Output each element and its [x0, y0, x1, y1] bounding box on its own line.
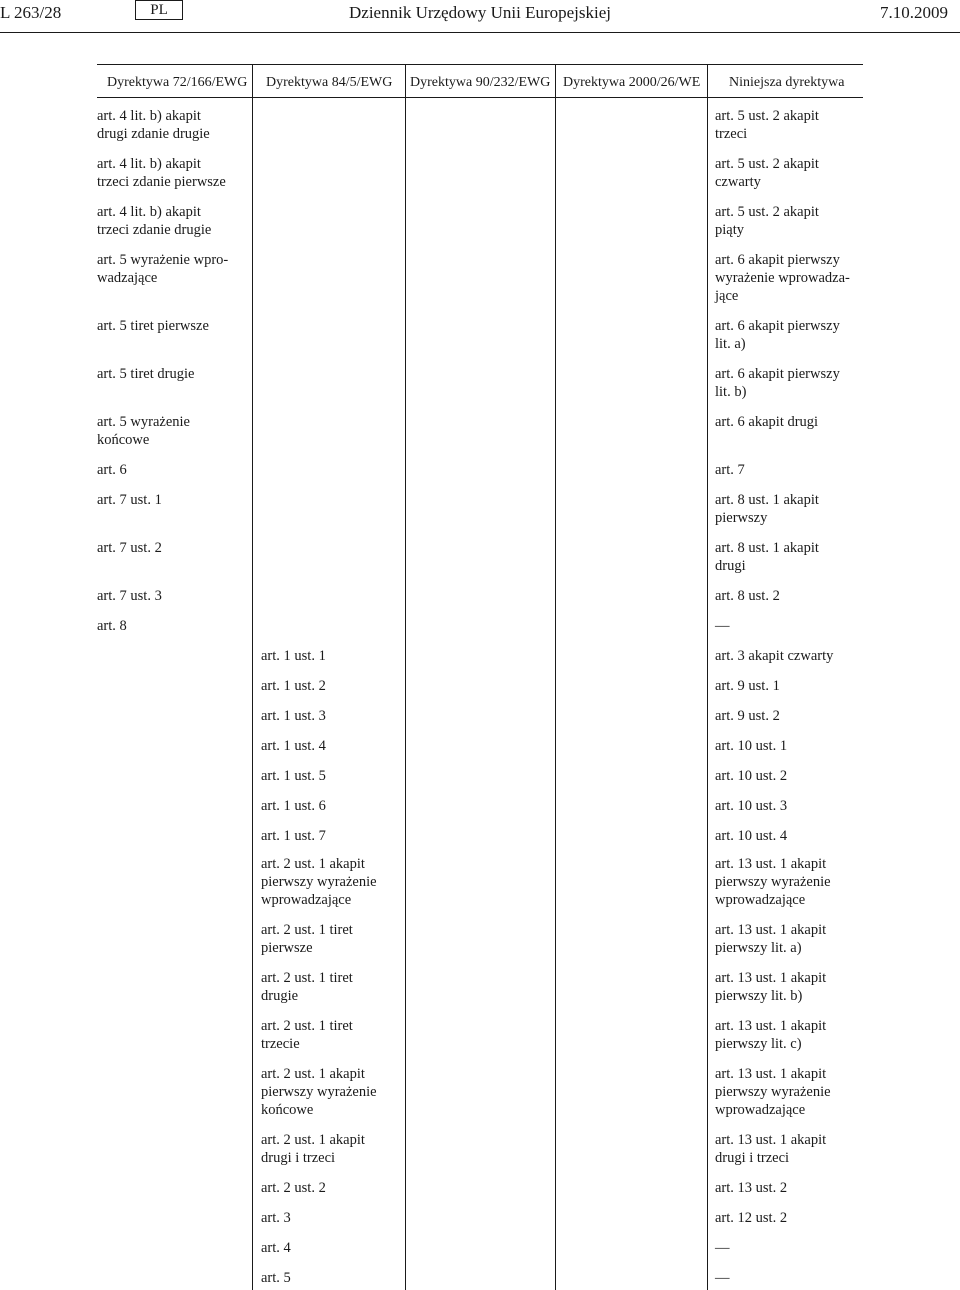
table-cell [261, 767, 326, 785]
cell-line: art. 4 lit. b) akapit [97, 204, 201, 220]
table-cell [715, 1239, 730, 1257]
cell-line: drugi [715, 558, 746, 574]
cell-line: art. 10 ust. 2 [715, 768, 788, 784]
cell-line: art. 5 tiret pierwsze [97, 318, 209, 334]
cell-line: art. 8 ust. 2 [715, 588, 780, 604]
table-cell [715, 317, 840, 353]
table-cell [261, 707, 326, 725]
table-cell [715, 1269, 730, 1287]
cell-line: wprowadzające [715, 1102, 806, 1118]
table-cell [715, 647, 833, 665]
table-cell [715, 107, 819, 143]
table-cell [261, 827, 326, 845]
cell-line: art. 8 ust. 1 akapit [715, 540, 819, 556]
table-cell [715, 767, 787, 785]
table-cell [261, 737, 326, 755]
cell-line: art. 5 [261, 1270, 291, 1286]
cell-line: wadzające [97, 270, 158, 286]
page-reference: L 263/28 [0, 3, 62, 22]
table-cell [261, 855, 377, 909]
cell-line: art. 5 ust. 2 akapit [715, 204, 819, 220]
column-divider [252, 64, 253, 1290]
cell-line: pierwszy [715, 510, 768, 526]
cell-line: art. 4 lit. b) akapit [97, 156, 201, 172]
cell-line: art. 6 [97, 462, 127, 478]
table-cell [715, 797, 787, 815]
table-cell [261, 1017, 353, 1053]
cell-line: lit. a) [715, 336, 746, 352]
table-cell [261, 1179, 326, 1197]
cell-line: drugi zdanie drugie [97, 126, 210, 142]
table-cell [261, 1131, 365, 1167]
cell-line: art. 10 ust. 3 [715, 798, 788, 814]
cell-line: pierwszy lit. b) [715, 988, 803, 1004]
cell-line: wprowadzające [715, 892, 806, 908]
table-cell [97, 587, 162, 605]
cell-line: art. 6 akapit pierwszy [715, 318, 840, 334]
cell-line: drugi i trzeci [715, 1150, 790, 1166]
column-divider [405, 64, 406, 1290]
table-cell [261, 797, 326, 815]
cell-line: art. 13 ust. 2 [715, 1180, 788, 1196]
table-cell [261, 1269, 291, 1287]
cell-line: art. 1 ust. 6 [261, 798, 326, 814]
cell-line: pierwszy lit. c) [715, 1036, 802, 1052]
table-cell [715, 365, 840, 401]
cell-line: art. 6 akapit drugi [715, 414, 819, 430]
cell-line: jące [715, 288, 739, 304]
table-cell [261, 677, 326, 695]
publication-date: 7.10.2009 [880, 3, 948, 22]
column-header-2000-26: Dyrektywa 2000/26/WE [563, 75, 701, 90]
cell-line: art. 2 ust. 1 akapit [261, 1132, 365, 1148]
cell-line: trzecie [261, 1036, 300, 1052]
cell-line: art. 7 ust. 2 [97, 540, 162, 556]
language-badge: PL [135, 0, 183, 20]
column-divider [555, 64, 556, 1290]
cell-line: art. 13 ust. 1 akapit [715, 1132, 827, 1148]
cell-line: art. 1 ust. 7 [261, 828, 326, 844]
table-cell [97, 251, 228, 287]
cell-line: art. 8 [97, 618, 127, 634]
cell-line: art. 1 ust. 5 [261, 768, 326, 784]
cell-line: art. 4 [261, 1240, 291, 1256]
table-cell [261, 1209, 291, 1227]
table-cell [715, 1179, 787, 1197]
table-cell [715, 855, 831, 909]
table-cell [97, 491, 162, 509]
cell-line: piąty [715, 222, 744, 238]
table-cell [261, 969, 353, 1005]
cell-line: art. 4 lit. b) akapit [97, 108, 201, 124]
cell-line: art. 2 ust. 1 akapit [261, 1066, 365, 1082]
cell-line: art. 1 ust. 1 [261, 648, 326, 664]
table-cell [715, 155, 819, 191]
table-cell [715, 1131, 826, 1167]
table-cell [715, 461, 745, 479]
table-cell [97, 203, 211, 239]
cell-line: drugie [261, 988, 299, 1004]
table-cell [715, 539, 819, 575]
table-cell [715, 1065, 831, 1119]
table-cell [715, 921, 826, 957]
table-cell [97, 107, 210, 143]
cell-line: art. 5 ust. 2 akapit [715, 108, 819, 124]
cell-line: art. 3 akapit czwarty [715, 648, 834, 664]
cell-line: art. 7 ust. 3 [97, 588, 162, 604]
table-cell [261, 647, 326, 665]
cell-line: art. 13 ust. 1 akapit [715, 856, 827, 872]
column-header-this-directive: Niniejsza dyrektywa [729, 75, 845, 90]
cell-line: art. 5 tiret drugie [97, 366, 195, 382]
cell-line: art. 13 ust. 1 akapit [715, 1066, 827, 1082]
column-header-72-166: Dyrektywa 72/166/EWG [107, 75, 248, 90]
cell-line: trzeci zdanie drugie [97, 222, 212, 238]
table-header-rule [97, 97, 863, 98]
table-cell [715, 677, 780, 695]
journal-title: Dziennik Urzędowy Unii Europejskiej [349, 3, 612, 22]
column-header-84-5: Dyrektywa 84/5/EWG [266, 75, 393, 90]
table-cell [97, 461, 127, 479]
table-cell [261, 921, 353, 957]
cell-line: art. 1 ust. 4 [261, 738, 326, 754]
cell-line: art. 13 ust. 1 akapit [715, 1018, 827, 1034]
cell-line: art. 7 ust. 1 [97, 492, 162, 508]
table-cell [97, 617, 127, 635]
cell-line: trzeci zdanie pierwsze [97, 174, 226, 190]
cell-line: art. 1 ust. 3 [261, 708, 326, 724]
cell-line: art. 6 akapit pierwszy [715, 252, 840, 268]
cell-line: art. 9 ust. 1 [715, 678, 780, 694]
cell-line: art. 2 ust. 1 akapit [261, 856, 365, 872]
column-header-90-232: Dyrektywa 90/232/EWG [410, 75, 551, 90]
cell-line: — [715, 618, 730, 634]
table-cell [715, 203, 819, 239]
table-cell [715, 707, 780, 725]
cell-line: art. 7 [715, 462, 745, 478]
table-cell [715, 617, 730, 635]
table-cell [715, 413, 818, 431]
table-cell [261, 1239, 291, 1257]
cell-line: art. 2 ust. 1 tiret [261, 1018, 353, 1034]
cell-line: art. 3 [261, 1210, 291, 1226]
table-cell [261, 1065, 377, 1119]
cell-line: trzeci [715, 126, 748, 142]
table-cell [715, 1209, 787, 1227]
cell-line: art. 10 ust. 4 [715, 828, 788, 844]
cell-line: wprowadzające [261, 892, 352, 908]
cell-line: wyrażenie wprowadza- [715, 270, 850, 286]
cell-line: art. 2 ust. 1 tiret [261, 922, 353, 938]
cell-line: art. 9 ust. 2 [715, 708, 780, 724]
table-cell [715, 969, 826, 1005]
cell-line: art. 12 ust. 2 [715, 1210, 788, 1226]
table-cell [97, 413, 190, 449]
cell-line: pierwszy wyrażenie [261, 1084, 377, 1100]
cell-line: pierwszy wyrażenie [715, 874, 831, 890]
table-cell [97, 365, 194, 383]
cell-line: art. 2 ust. 2 [261, 1180, 326, 1196]
cell-line: art. 2 ust. 1 tiret [261, 970, 353, 986]
cell-line: pierwszy wyrażenie [715, 1084, 831, 1100]
table-top-rule [97, 64, 863, 65]
table-cell [97, 155, 226, 191]
table-cell [715, 587, 780, 605]
cell-line: art. 5 wyrażenie wpro- [97, 252, 229, 268]
table-cell [715, 737, 787, 755]
cell-line: art. 10 ust. 1 [715, 738, 788, 754]
cell-line: pierwsze [261, 940, 313, 956]
cell-line: lit. b) [715, 384, 747, 400]
table-cell [715, 827, 787, 845]
cell-line: końcowe [261, 1102, 314, 1118]
cell-line: czwarty [715, 174, 761, 190]
table-cell [715, 1017, 826, 1053]
column-divider [707, 64, 708, 1290]
cell-line: art. 13 ust. 1 akapit [715, 922, 827, 938]
cell-line: końcowe [97, 432, 150, 448]
cell-line: art. 5 ust. 2 akapit [715, 156, 819, 172]
cell-line: pierwszy wyrażenie [261, 874, 377, 890]
cell-line: art. 5 wyrażenie [97, 414, 190, 430]
cell-line: art. 8 ust. 1 akapit [715, 492, 819, 508]
cell-line: — [715, 1270, 730, 1286]
table-cell [97, 539, 162, 557]
cell-line: art. 13 ust. 1 akapit [715, 970, 827, 986]
cell-line: drugi i trzeci [261, 1150, 336, 1166]
cell-line: art. 1 ust. 2 [261, 678, 326, 694]
cell-line: pierwszy lit. a) [715, 940, 802, 956]
table-cell [715, 251, 850, 305]
cell-line: — [715, 1240, 730, 1256]
table-cell [97, 317, 209, 335]
table-cell [715, 491, 819, 527]
cell-line: art. 6 akapit pierwszy [715, 366, 840, 382]
